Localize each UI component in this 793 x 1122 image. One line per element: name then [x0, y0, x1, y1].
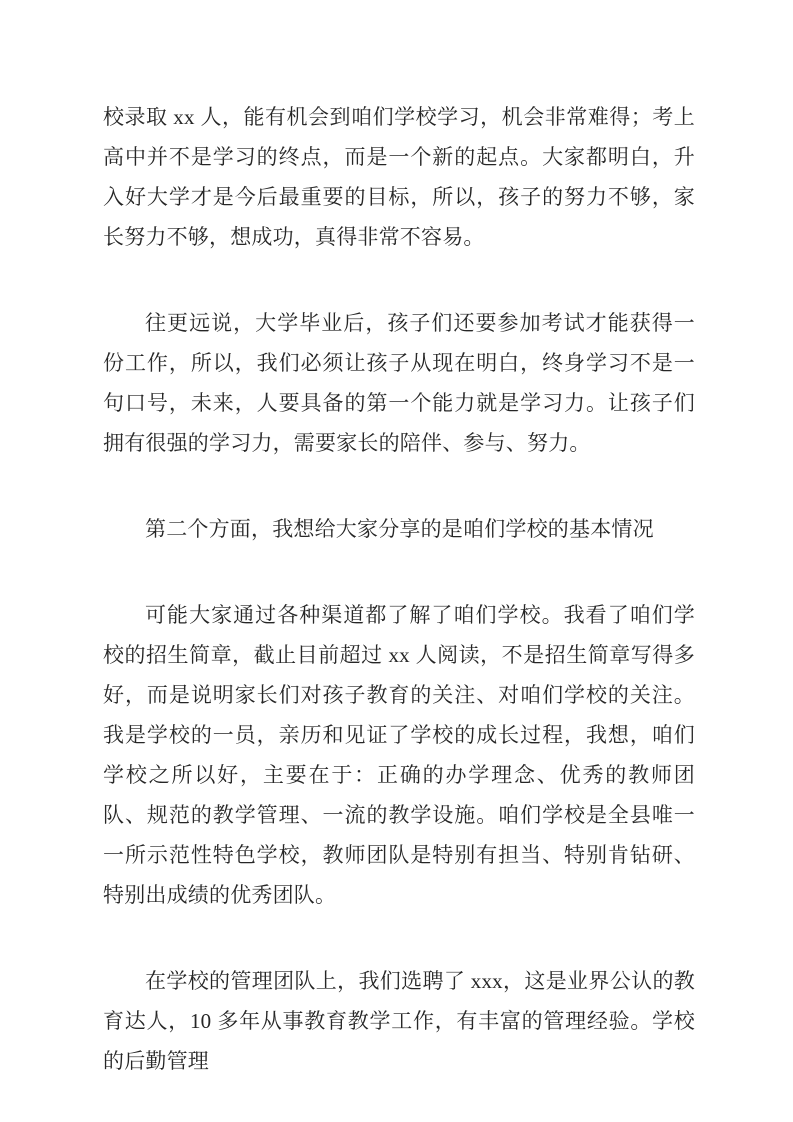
paragraph-school-overview: 可能大家通过各种渠道都了解了咱们学校。我看了咱们学校的招生简章，截止目前超过 xx 人阅读，不是招生简章写得多好，而是说明家长们对孩子教育的关注、对咱们学校的关注。我是学校的一员，亲历和见证了学校的成长过程，我想，咱们学校之所以好，主要在于：正确的办学理念、优秀的教师团队、规范的教学管理、一流的教学设施。咱们学校是全县唯一一所示范性特色学校，教师团队是特别有担当、特别肯钻研、特别出成绩的优秀团队。 [103, 603, 695, 907]
paragraph-management-team: 在学校的管理团队上，我们选聘了 xxx，这是业界公认的教育达人，10 多年从事教育教学工作，有丰富的管理经验。学校的后勤管理 [103, 969, 695, 1073]
paragraph-section-two-heading: 第二个方面，我想给大家分享的是咱们学校的基本情况 [145, 517, 654, 541]
document-body [103, 97, 695, 1122]
paragraph-continuation: 校录取 xx 人，能有机会到咱们学校学习，机会非常难得；考上高中并不是学习的终点，而是一个新的起点。大家都明白，升入好大学才是今后最重要的目标，所以，孩子的努力不够，家长努力不够，想成功，真得非常不容易。 [103, 105, 695, 249]
paragraph-lifelong-learning: 往更远说，大学毕业后，孩子们还要参加考试才能获得一份工作，所以，我们必须让孩子从现在明白，终身学习不是一句口号，未来，人要具备的第一个能力就是学习力。让孩子们拥有很强的学习力，需要家长的陪伴、参与、努力。 [103, 311, 695, 455]
